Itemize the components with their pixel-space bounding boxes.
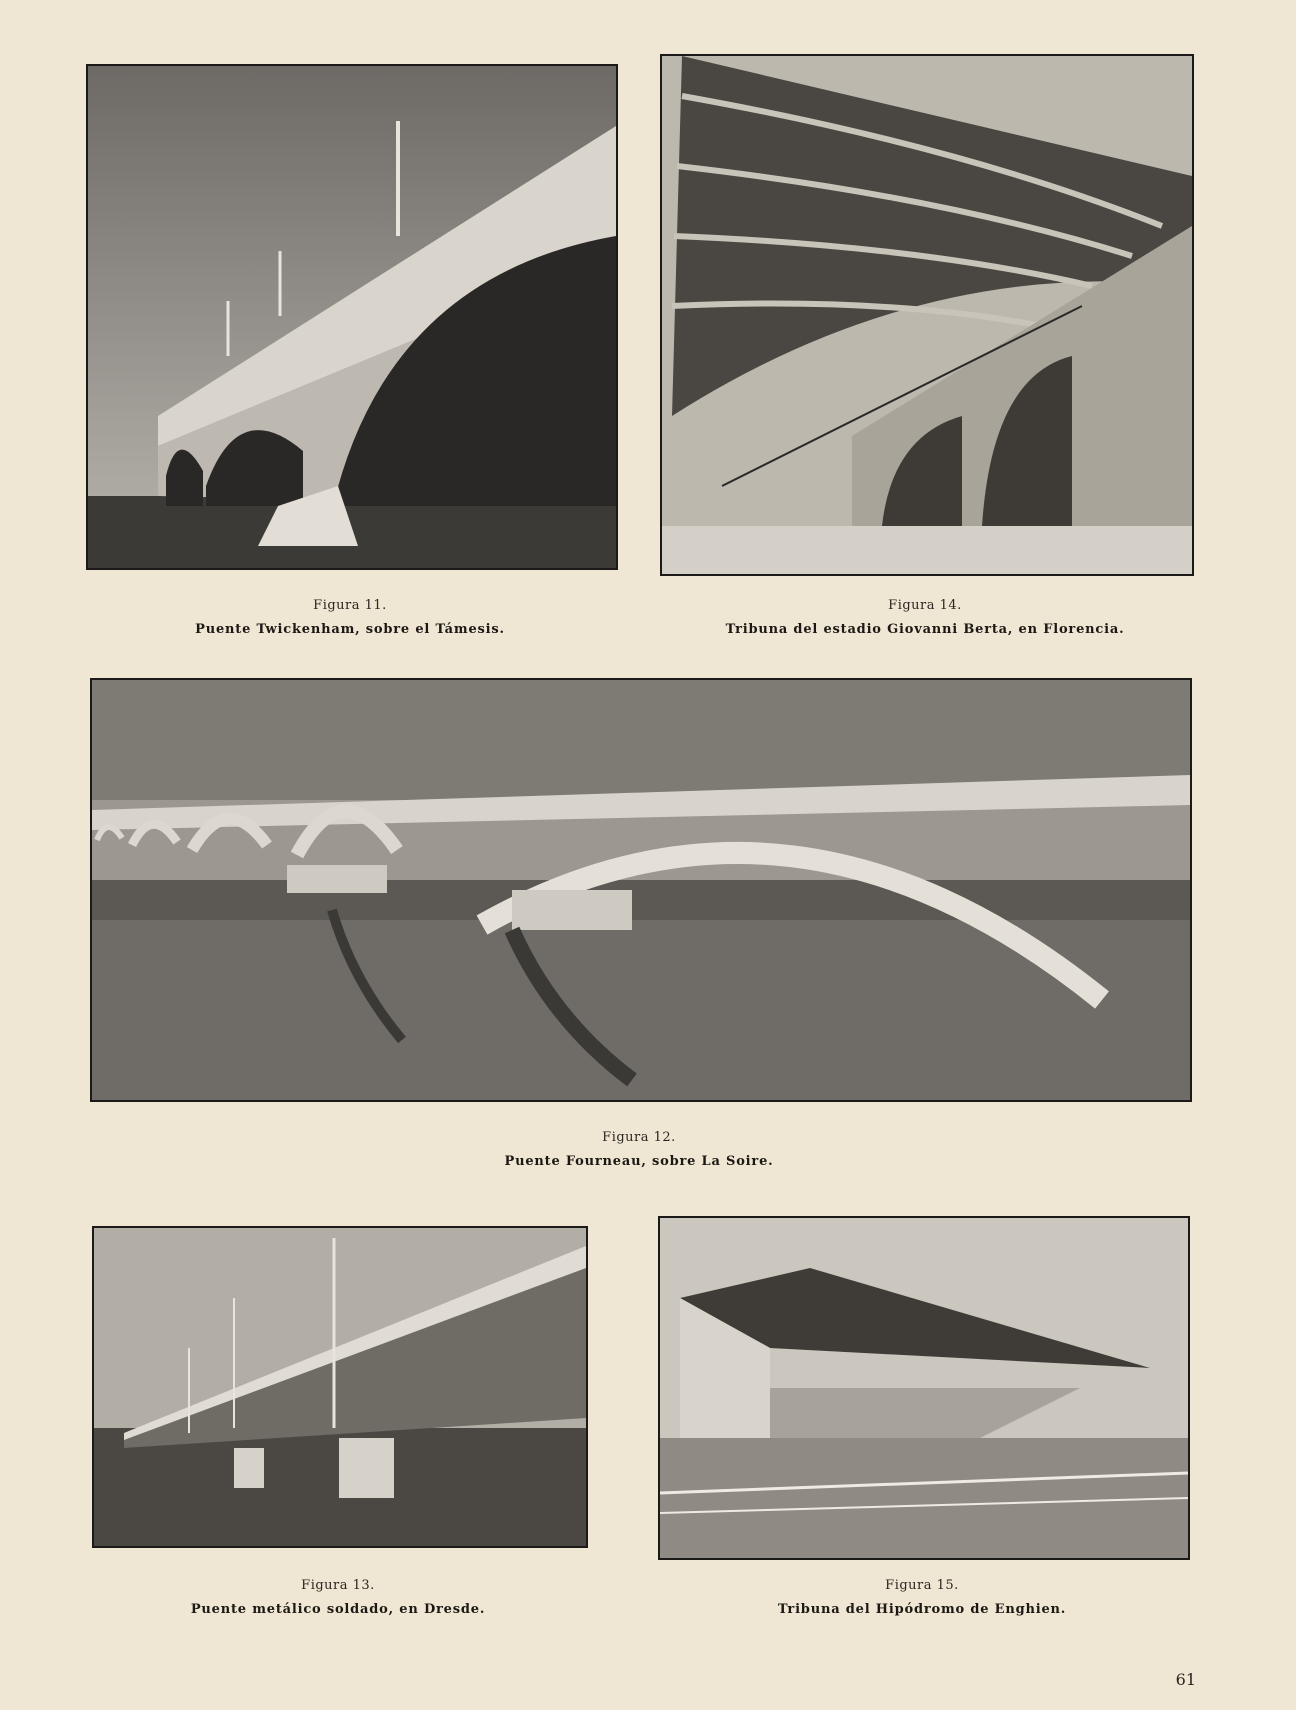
caption-figura-15 (658, 1578, 1186, 1617)
figure-title: Puente Fourneau, sobre La Soire. (504, 1154, 774, 1169)
figure-title: Tribuna del Hipódromo de Enghien. (777, 1602, 1067, 1617)
caption-figura-11 (86, 598, 614, 637)
figure-title: Puente metálico soldado, en Dresde. (190, 1602, 486, 1617)
photo-figura-14 (660, 54, 1194, 576)
caption-figura-14 (660, 598, 1190, 637)
caption-figura-13 (92, 1578, 584, 1617)
figure-label: Figura 15. (885, 1578, 959, 1593)
figure-label: Figura 14. (888, 598, 962, 613)
figure-label: Figura 13. (301, 1578, 375, 1593)
figure-label: Figura 11. (313, 598, 387, 613)
caption-figura-12 (90, 1130, 1188, 1169)
page-number: 61 (1175, 1670, 1196, 1689)
photo-figura-11 (86, 64, 618, 570)
figure-title: Puente Twickenham, sobre el Támesis. (195, 622, 505, 637)
photo-figura-15 (658, 1216, 1190, 1560)
photo-figura-12 (90, 678, 1192, 1102)
photo-figura-13 (92, 1226, 588, 1548)
figure-label: Figura 12. (602, 1130, 676, 1145)
figure-title: Tribuna del estadio Giovanni Berta, en Florencia. (725, 622, 1125, 637)
